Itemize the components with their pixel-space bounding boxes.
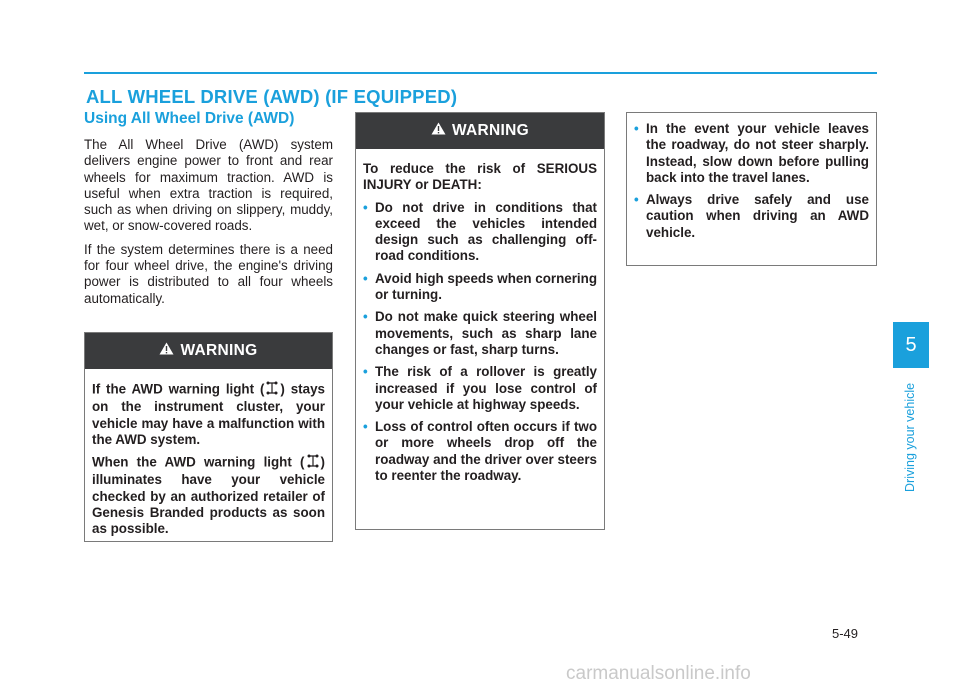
page-number: 5-49 (832, 626, 859, 641)
top-rule (84, 72, 877, 74)
warning-header (85, 333, 332, 369)
body-paragraph: The All Wheel Drive (AWD) system delivers engine power to front and rear wheels for maximum traction. AWD is useful when extra traction is required, such as when driving on slippery, muddy, wet, or snow-covered roads. (84, 137, 333, 234)
continued-warning-box (626, 112, 877, 266)
list-item: • In the event your vehicle leaves the roadway, do not steer sharply. Instead, slow down before pulling back into the travel lanes. (634, 121, 869, 185)
awd-warning-light-icon (266, 381, 278, 399)
list-item: • Always drive safely and use caution when driving an AWD vehicle. (634, 192, 869, 240)
awd-warning-light-icon (307, 454, 319, 472)
subheading: Using All Wheel Drive (AWD) (84, 110, 295, 127)
warning-paragraph: When the AWD warning light ( ) illuminates have your vehicle checked by an authorized retailer of Genesis Branded products as soon as possible. (92, 454, 325, 537)
warning-triangle-icon (431, 122, 452, 140)
chapter-title: Driving your vehicle (903, 382, 917, 492)
list-item: • Avoid high speeds when cornering or turning. (363, 270, 597, 303)
list-item: • Do not make quick steering wheel movements, such as sharp lane changes or fast, sharp turns. (363, 309, 597, 357)
list-item: • The risk of a rollover is greatly increased if you lose control of your vehicle at highway speeds. (363, 364, 597, 412)
warning-intro: To reduce the risk of SERIOUS INJURY or DEATH: (363, 161, 597, 193)
warning-label: WARNING (451, 122, 529, 139)
warning-body (85, 369, 332, 550)
warning-list (363, 200, 597, 485)
watermark: carmanualsonline.info (566, 663, 751, 684)
warning-body (356, 149, 604, 496)
warning-body (627, 113, 876, 253)
section-title: ALL WHEEL DRIVE (AWD) (IF EQUIPPED) (86, 86, 458, 107)
awd-light-warning-box (84, 332, 333, 542)
warning-triangle-icon (159, 342, 180, 360)
body-paragraph: If the system determines there is a need for four wheel drive, the engine's driving power is distributed to all four wheels automatically. (84, 241, 333, 306)
list-item: • Loss of control often occurs if two or more wheels drop off the roadway and the driver over steers to reenter the roadway. (363, 419, 597, 484)
list-item: • Do not drive in conditions that exceed the vehicles intended design such as challenging off-road conditions. (363, 199, 597, 264)
warning-paragraph: If the AWD warning light ( ) stays on the instrument cluster, your vehicle may have a malfunction with the AWD system. (92, 381, 325, 447)
driving-conditions-warning-box (355, 112, 605, 530)
chapter-number-tab: 5 (893, 322, 929, 368)
warning-header (356, 113, 604, 149)
intro-column (84, 110, 333, 314)
warning-label: WARNING (180, 342, 258, 359)
warning-list (634, 121, 869, 241)
